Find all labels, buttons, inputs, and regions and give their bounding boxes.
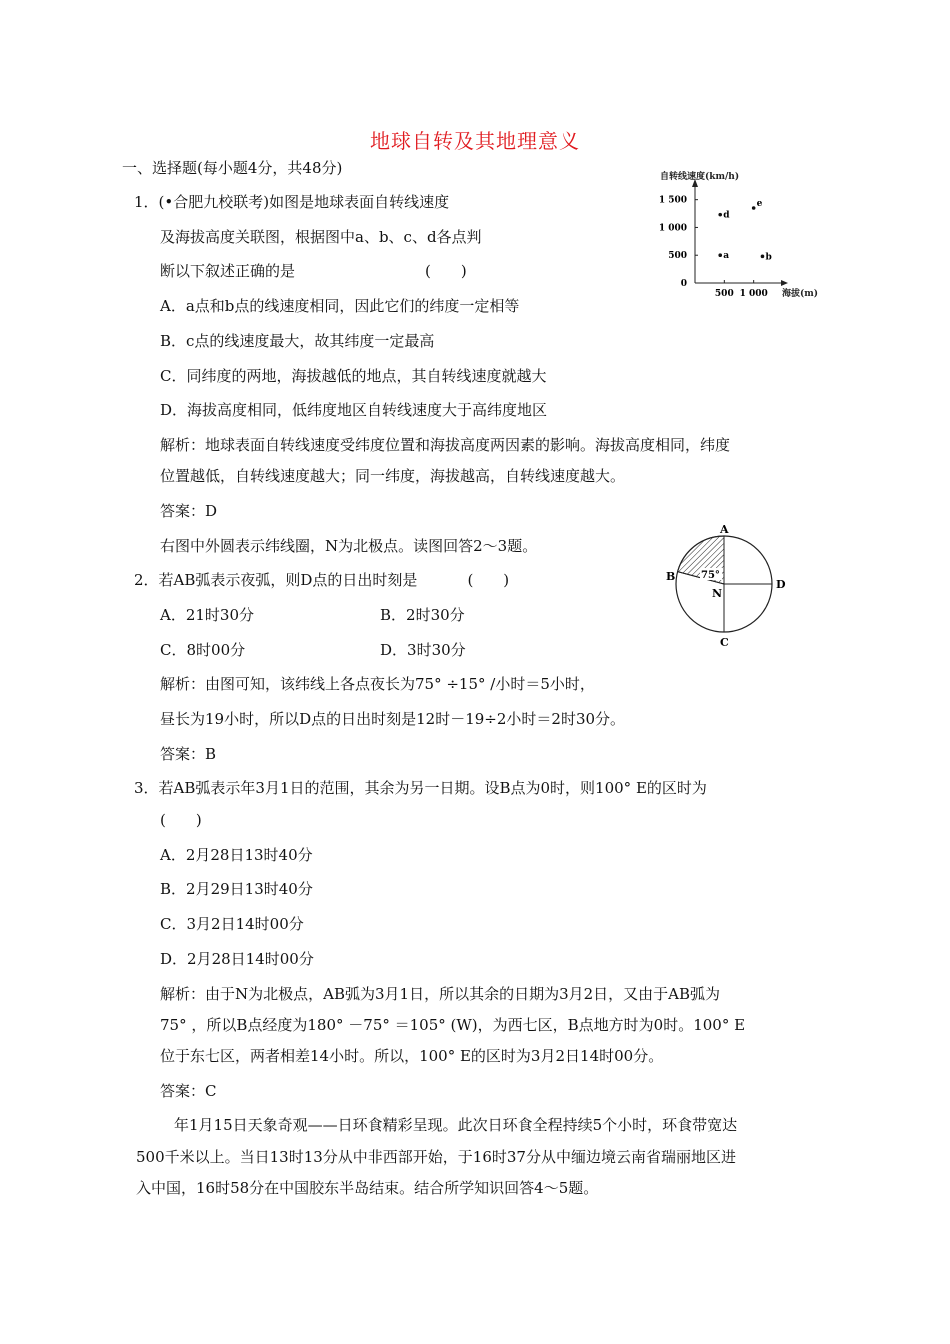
x-axis-arrow — [781, 280, 788, 286]
q1-analysis-line1: 解析：地球表面自转线速度受纬度位置和海拔高度两因素的影响。海拔高度相同，纬度 — [160, 436, 731, 454]
q3-option-c: C．3月2日14时00分 — [160, 915, 304, 933]
label-a: A — [720, 523, 729, 536]
angle-label: 75° — [701, 570, 720, 581]
data-point-d — [718, 213, 722, 217]
x-tick-label: 1 000 — [739, 289, 768, 299]
q3-option-a: A．2月28日13时40分 — [160, 846, 313, 864]
q1-stem-line3: 断以下叙述正确的是 ( ) — [160, 262, 467, 280]
page-title: 地球自转及其地理意义 — [370, 129, 580, 153]
x-tick-label: 500 — [714, 289, 734, 299]
q2-stem: 2．若AB弧表示夜弧，则D点的日出时刻是 ( ) — [134, 571, 510, 589]
data-point-label-b: b — [765, 252, 772, 263]
speed-altitude-chart — [648, 165, 828, 305]
q2-option-a: A．21时30分 — [160, 606, 255, 624]
latitude-circle-diagram — [660, 522, 800, 652]
q1-option-b: B．c点的线速度最大，故其纬度一定最高 — [160, 332, 435, 350]
q3-option-d: D．2月28日14时00分 — [160, 950, 314, 968]
y-axis-label: 自转线速度(km/h) — [660, 172, 740, 182]
q2-analysis-line1: 解析：由图可知，该纬线上各点夜长为75° ÷15° /小时＝5小时， — [160, 675, 595, 693]
label-d: D — [776, 578, 786, 591]
q1-answer: 答案：D — [160, 502, 218, 520]
label-n: N — [712, 587, 723, 600]
q1-option-c: C．同纬度的两地，海拔越低的地点，其自转线速度就越大 — [160, 367, 547, 385]
q3-analysis-line1: 解析：由于N为北极点，AB弧为3月1日，所以其余的日期为3月2日，又由于AB弧为 — [160, 985, 721, 1003]
q2-analysis-line2: 昼长为19小时，所以D点的日出时刻是12时－19÷2小时＝2时30分。 — [160, 710, 626, 728]
y-tick-label: 0 — [680, 279, 687, 289]
passage-line1: 年1月15日天象奇观——日环食精彩呈现。此次日环食全程持续5个小时，环食带宽达 — [174, 1116, 738, 1134]
q3-stem-line2: ( ) — [160, 811, 202, 829]
passage-line2: 500千米以上。当日13时13分从中非西部开始，于16时37分从中缅边境云南省瑞丽地区进 — [136, 1148, 736, 1166]
data-point-label-d: d — [723, 210, 730, 221]
q3-option-b: B．2月29日13时40分 — [160, 880, 313, 898]
q3-analysis-line3: 位于东七区，两者相差14小时。所以，100° E的区时为3月2日14时00分。 — [160, 1047, 664, 1065]
data-point-a — [718, 253, 722, 257]
y-tick-label: 500 — [668, 251, 687, 262]
q2-option-b: B．2时30分 — [380, 606, 465, 624]
q1-answer-blank: ( ) — [425, 262, 467, 280]
q1-option-d: D．海拔高度相同，低纬度地区自转线速度大于高纬度地区 — [160, 401, 548, 419]
q2-answer: 答案：B — [160, 745, 217, 763]
group-intro: 右图中外圆表示纬线圈，N为北极点。读图回答2～3题。 — [160, 537, 538, 555]
y-tick-label: 1 000 — [658, 223, 687, 234]
q3-stem-line1: 3．若AB弧表示年3月1日的范围，其余为另一日期。设B点为0时，则100° E的区时为 — [134, 779, 707, 797]
q2-answer-blank: ( ) — [467, 571, 510, 589]
data-point-b — [761, 255, 765, 259]
label-c: C — [720, 636, 729, 649]
q1-stem-line1: 1．(•合肥九校联考)如图是地球表面自转线速度 — [134, 193, 450, 211]
passage-line3: 入中国，16时58分在中国胶东半岛结束。结合所学知识回答4～5题。 — [136, 1179, 599, 1197]
data-point-label-e: e — [756, 199, 763, 209]
x-axis-label: 海拔(m) — [782, 289, 819, 299]
q3-analysis-line2: 75° ，所以B点经度为180° －75° ＝105° (W)，为西七区，B点地方时为0时。100° E — [160, 1016, 746, 1034]
y-tick-label: 1 500 — [658, 195, 687, 206]
q1-stem-line2: 及海拔高度关联图，根据图中a、b、c、d各点判 — [160, 228, 482, 246]
data-point-label-a: a — [723, 251, 730, 262]
q1-option-a: A．a点和b点的线速度相同，因此它们的纬度一定相等 — [160, 297, 520, 315]
section-header: 一、选择题(每小题4分，共48分) — [122, 159, 343, 177]
data-point-e — [752, 206, 756, 210]
q3-answer: 答案：C — [160, 1082, 217, 1100]
q2-option-c: C．8时00分 — [160, 641, 246, 659]
label-b: B — [666, 570, 676, 583]
q1-analysis-line2: 位置越低，自转线速度越大；同一纬度，海拔越高，自转线速度越大。 — [160, 467, 626, 485]
q2-option-d: D．3时30分 — [380, 641, 466, 659]
